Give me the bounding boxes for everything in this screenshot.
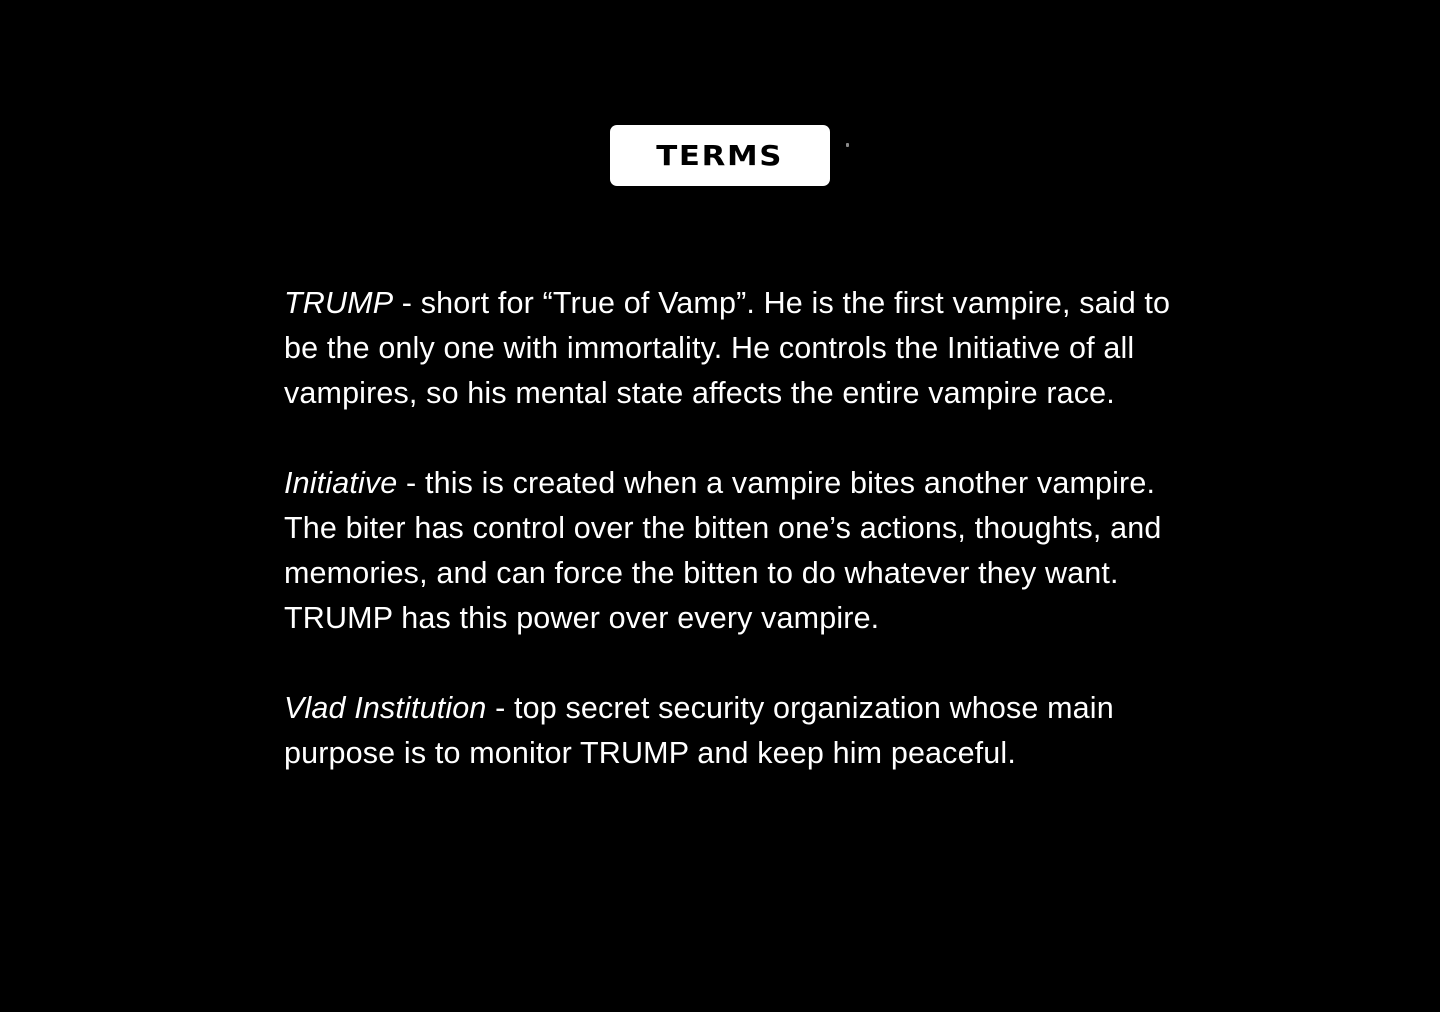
decorative-speck	[846, 143, 849, 147]
term-item-initiative	[284, 461, 1184, 641]
term-name: Initiative	[284, 466, 398, 500]
term-definition: this is created when a vampire bites another vampire. The biter has control over the bitten one’s actions, thoughts, and memories, and can force the bitten to do whatever they want. TRUMP has this power over every vampire.	[284, 466, 1162, 635]
terms-list	[284, 281, 1184, 821]
terms-badge-label: TERMS	[656, 138, 784, 172]
term-definition: top secret security organization whose main purpose is to monitor TRUMP and keep him peaceful.	[284, 691, 1114, 770]
terms-badge	[610, 125, 830, 186]
term-separator: -	[397, 466, 425, 500]
term-item-trump	[284, 281, 1184, 416]
term-definition: short for “True of Vamp”. He is the first vampire, said to be the only one with immortality. He controls the Initiative of all vampires, so his mental state affects the entire vampire race.	[284, 286, 1171, 410]
term-item-vlad-institution	[284, 686, 1184, 776]
term-name: TRUMP	[284, 286, 394, 320]
term-separator: -	[393, 286, 421, 320]
term-separator: -	[486, 691, 515, 725]
term-name: Vlad Institution	[284, 691, 487, 725]
